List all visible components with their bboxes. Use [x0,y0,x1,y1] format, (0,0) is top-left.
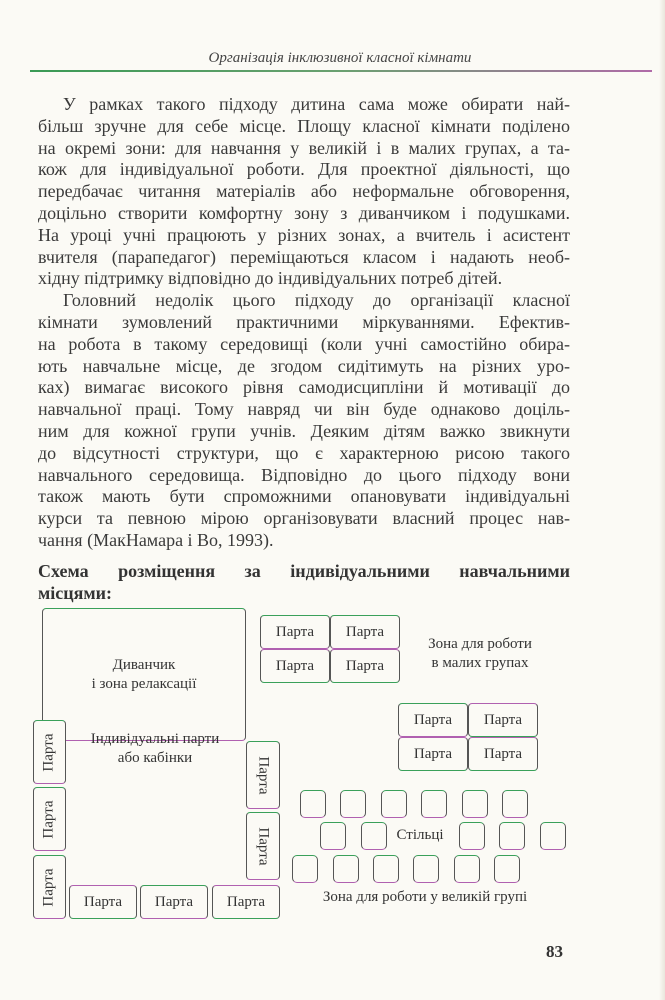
desk-label: Парта [413,745,453,762]
desk [260,615,330,649]
desk [398,703,468,737]
desk-label: Парта [483,745,523,762]
text-line: курси та певною мірою організовувати власний процес нав- [38,508,570,529]
desk [468,737,538,771]
desk-label: Парта [275,657,315,674]
desk [398,737,468,771]
heading-line: місцями: [38,583,112,603]
diagram-heading [38,560,570,604]
text-line: також мають бути спроможними опановувати індивідуальні [38,486,570,507]
text-line: чання (МакНамара і Во, 1993). [38,529,274,550]
text-line: доцільно створити комфортну зону з диванчиком і подушками. [38,202,570,223]
chair [494,855,520,883]
text-line: до відсутності структури, що є характерною рисою такого [38,442,570,463]
desk-label: Парта [255,755,272,795]
desk [468,703,538,737]
desk [212,885,280,919]
desk-label: Парта [154,893,194,910]
running-head: Організація інклюзивної класної кімнати [208,50,472,66]
text-line: ним для кожної групи учнів. Деяким дітям важко звикнути [38,420,570,441]
desk-vertical [246,812,280,880]
chair [421,790,447,818]
sofa-label: Диванчик [112,656,176,673]
desk-label: Парта [41,799,58,839]
page-number: 83 [546,942,563,961]
chair [540,822,566,850]
chair [340,790,366,818]
chair [381,790,407,818]
label-line: або кабінки [117,750,193,766]
individual-desks-label [75,730,235,768]
desk-label: Парта [226,893,266,910]
text-line: кож для індивідуальної роботи. Для проектної діяльності, що [38,159,570,180]
desk-label: Парта [345,623,385,640]
desk-vertical [33,855,66,919]
desk-label: Парта [483,711,523,728]
desk-vertical [33,787,66,851]
desk [140,885,208,919]
text-line: навчального середовища. Відповідно до цього підходу вони [38,464,570,485]
desk [69,885,137,919]
page-edge-shadow [659,0,665,1000]
label-line: Зона для роботи [428,636,532,652]
chair [333,855,359,883]
desk-label: Парта [41,732,58,772]
chair [454,855,480,883]
desk-label: Парта [255,826,272,866]
chair [300,790,326,818]
text-line: ках) вимагає високого рівня самодисципліни й мотивації до [38,377,570,398]
chair [459,822,485,850]
small-groups-label [405,635,555,673]
text-line: На уроці учні працюють у різних зонах, а вчитель і асистент [38,224,570,245]
label-line: Індивідуальні парти [90,731,220,747]
chair [502,790,528,818]
chair [462,790,488,818]
chair [413,855,439,883]
text-line: навчальної праці. Тому навряд чи він буде однаково доціль- [38,399,570,420]
text-line: ють навчальне місце, де згодом сидітимуть на різних уро- [38,355,570,376]
text-line: передбачає читання матеріалів або неформальне обговорення, [38,181,570,202]
desk-label: Парта [413,711,453,728]
desk [260,649,330,683]
text-line: кімнати зумовлений практичними міркуваннями. Ефектив- [38,311,570,332]
chair [320,822,346,850]
desk-vertical [33,720,66,784]
header-rule [30,70,652,72]
desk-label: Парта [345,657,385,674]
text-line: більш зручне для себе місце. Площу класної кімнати поділено [38,115,570,136]
desk [330,649,400,683]
chairs-label: Стільці [396,827,444,843]
body-text [38,94,570,552]
chair [361,822,387,850]
desk [330,615,400,649]
desk-label: Парта [275,623,315,640]
chair [292,855,318,883]
text-line: вчителя (парапедагог) переміщаються класом і надають необ- [38,246,570,267]
text-line: на робота в такому середовищі (коли учні самостійно обира- [38,333,570,354]
heading-line: Схема розміщення за індивідуальними навчальними [38,561,570,581]
text-line: Головний недолік цього підходу до організації класної [63,290,570,311]
desk-vertical [246,741,280,809]
text-line: на окремі зони: для навчання у великій і в малих групах, а та- [38,137,570,158]
desk-label: Парта [41,867,58,907]
label-line: в малих групах [431,655,529,671]
desk-label: Парта [83,893,123,910]
large-group-label: Зона для роботи у великій групі [322,889,528,905]
chair [499,822,525,850]
text-line: У рамках такого підходу дитина сама може обирати най- [63,94,570,114]
chair [373,855,399,883]
sofa-label: і зона релаксації [91,675,197,692]
text-line: хідну підтримку відповідно до індивідуальних потреб дітей. [38,268,503,289]
sofa-zone [42,608,246,741]
